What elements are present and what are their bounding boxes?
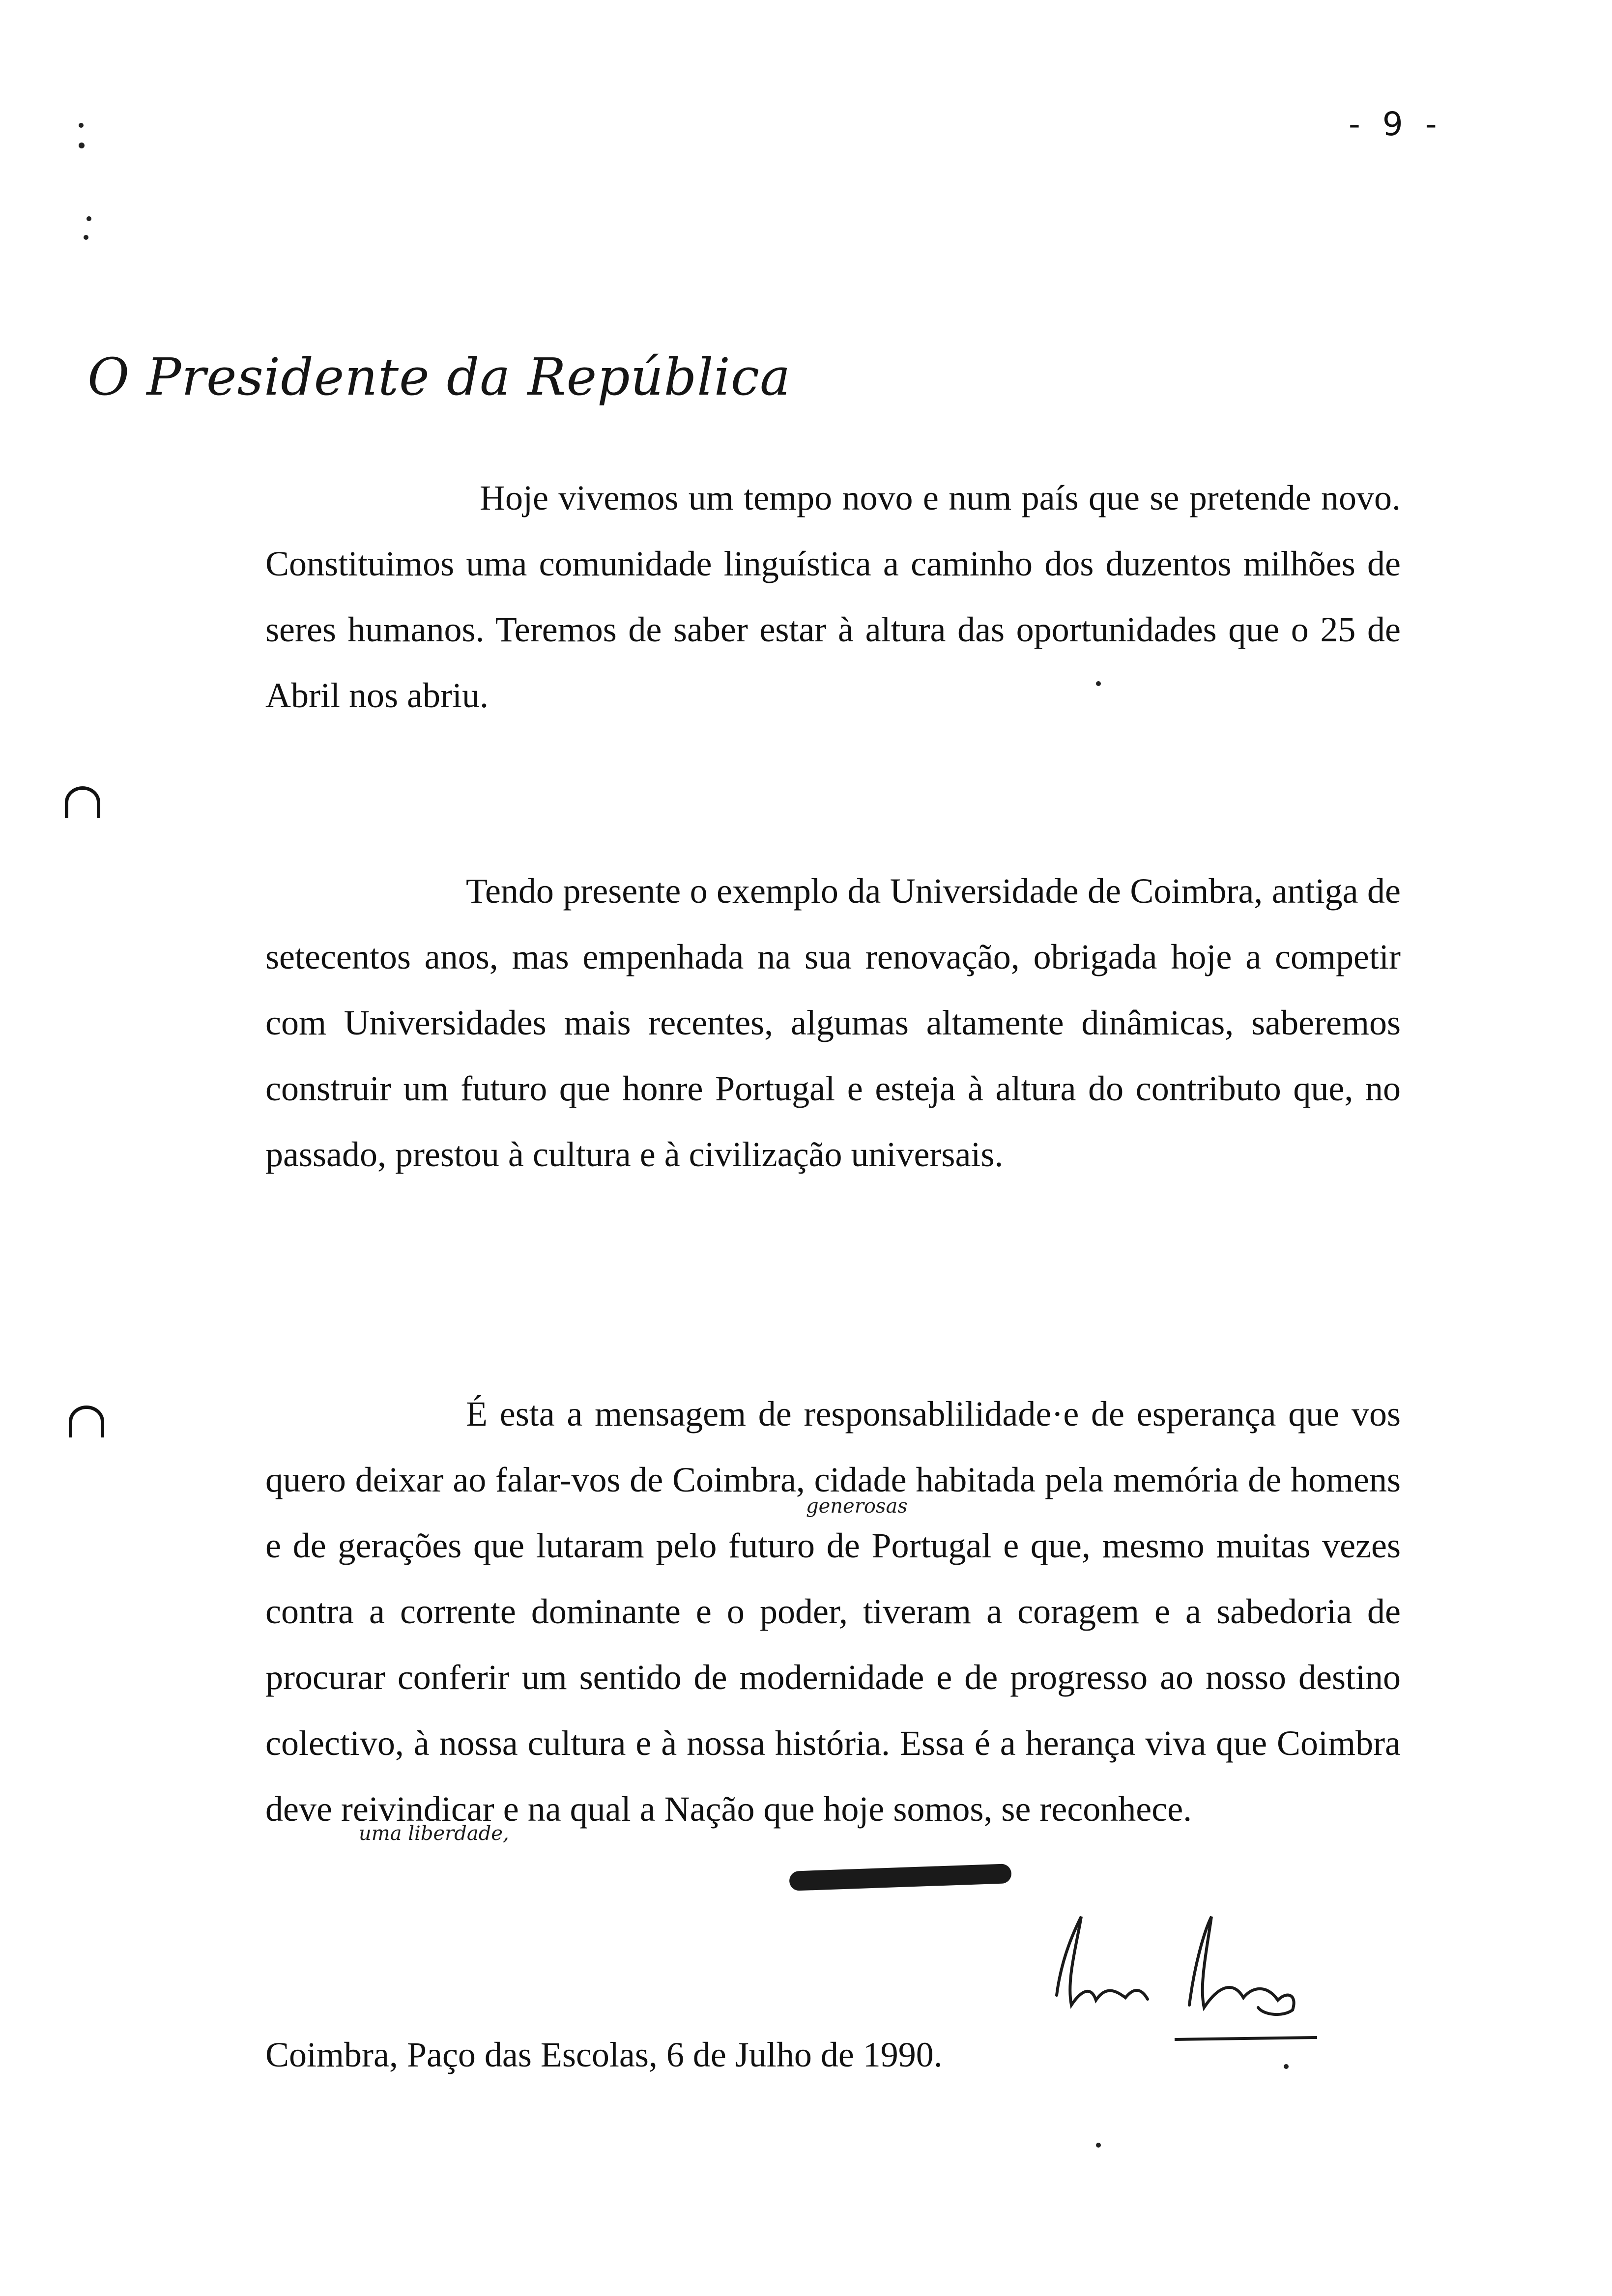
scan-speck [79, 123, 84, 128]
letterhead-title: O Presidente da República [87, 347, 791, 407]
scan-speck [1096, 2143, 1101, 2148]
paragraph-text: É esta a mensagem de responsablilidade·e de esperança que vos quero deixar ao falar-vos de Coimbra, cidade habitada pela memória de homens e de gerações que lutaram pelo futuro de Portugal e que, mesmo muitas vezes contra a corrente dominante e o poder, tiveram a coragem e a sabedoria de procurar conferir um sentido de modernidade e de progresso ao nosso destino colectivo, à nossa cultura e à nossa história. Essa é a herança viva que Coimbra deve reivindicar e na qual a Nação que hoje somos, se reconhece. [265, 1394, 1401, 1829]
scan-speck [84, 235, 88, 240]
paragraph-3 [265, 1381, 1401, 1842]
paragraph-text: Hoje vivemos um tempo novo e num país que se pretende novo. Constituimos uma comunidade linguística a caminho dos duzentos milhões de seres humanos. Teremos de saber estar à altura das oportunidades que o 25 de Abril nos abriu. [265, 478, 1401, 715]
handwritten-annotation: uma liberdade, [359, 1822, 509, 1845]
paragraph-2 [265, 858, 1401, 1187]
struck-out-text [789, 1864, 1011, 1891]
paragraph-1 [265, 465, 1401, 728]
scan-speck [86, 216, 91, 221]
scan-speck [1096, 681, 1101, 686]
margin-bracket-mark [65, 786, 100, 818]
scan-speck [1284, 2064, 1289, 2069]
handwritten-signature [1042, 1907, 1317, 2044]
paragraph-text: Tendo presente o exemplo da Universidade de Coimbra, antiga de setecentos anos, mas empenhada na sua renovação, obrigada hoje a competir com Universidades mais recentes, algumas altamente dinâmicas, saberemos construir um futuro que honre Portugal e esteja à altura do contributo que, no passado, prestou à cultura e à civilização universais. [265, 871, 1401, 1174]
page-number: - 9 - [1349, 105, 1443, 143]
scan-speck [79, 143, 85, 148]
margin-bracket-mark [69, 1406, 104, 1437]
dateline: Coimbra, Paço das Escolas, 6 de Julho de 1990. [265, 2035, 943, 2074]
handwritten-annotation: generosas [806, 1495, 908, 1518]
